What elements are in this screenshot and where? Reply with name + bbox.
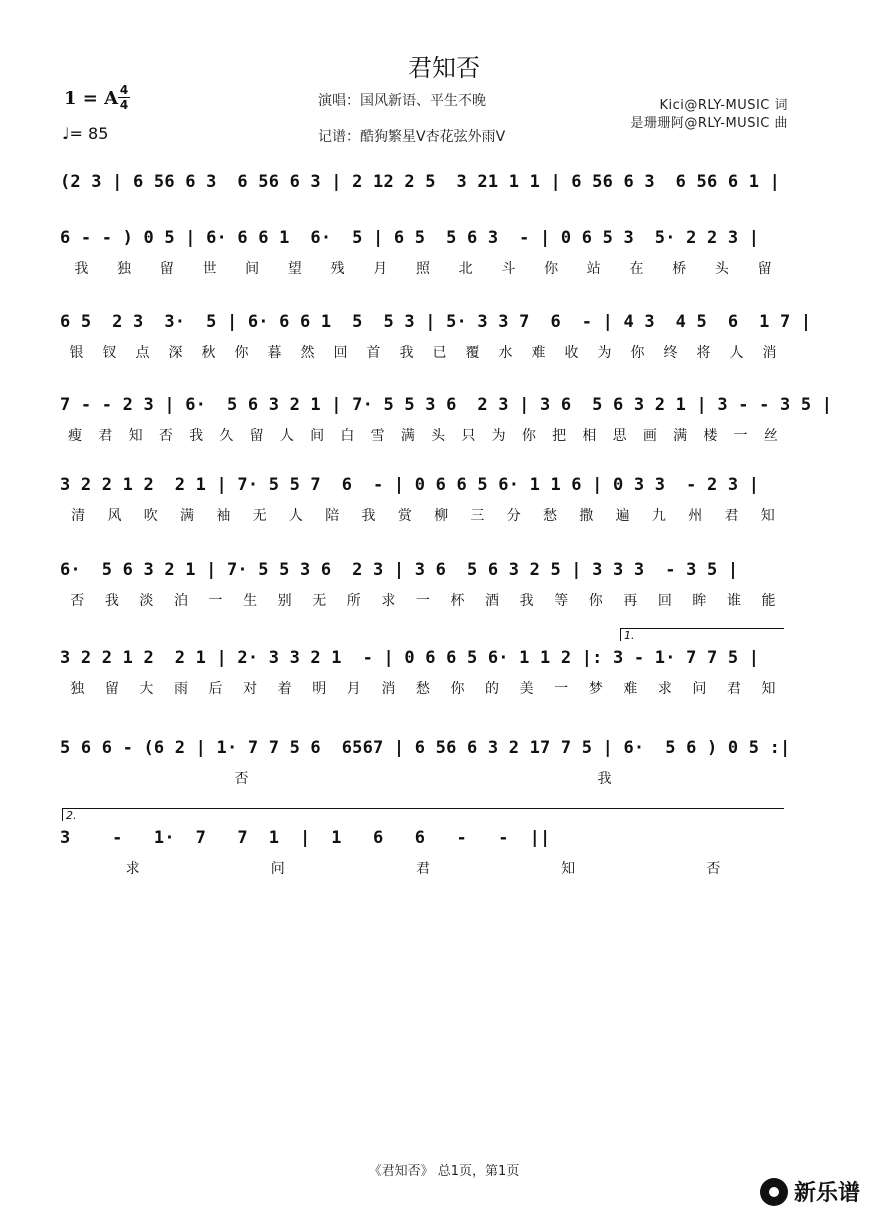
lyricist-credit: Kici@RLY-MUSIC 词: [659, 98, 788, 113]
lyric-char: 等: [554, 593, 569, 609]
lyric-char: 终: [663, 345, 678, 361]
lyric-char: 消: [381, 681, 396, 697]
staff-row: [60, 475, 786, 499]
lyric-char: 留: [104, 681, 119, 697]
lyric-char: 把: [552, 428, 567, 444]
staff-row: [60, 312, 812, 336]
lyric-char: 相: [582, 428, 597, 444]
lyric-char: 大: [139, 681, 154, 697]
staff-row: [60, 738, 791, 762]
lyric-char: 无: [312, 593, 327, 609]
lyric-char: 州: [688, 508, 703, 524]
lyric-char: 为: [491, 428, 506, 444]
staff-row: [60, 172, 786, 196]
lyric-char: 已: [432, 345, 447, 361]
staff-row: [60, 648, 786, 672]
lyric-line: [60, 678, 786, 698]
lyric-char: 赏: [397, 508, 412, 524]
lyric-char: 否: [234, 771, 249, 787]
notation-line: 3 - 1· 7 7 1 | 1 6 6 - - ||: [60, 828, 551, 848]
notation-line: (2 3 | 6 56 6 3 6 56 6 3 | 2 12 2 5 3 21 1 1 | 6 56 6 3 6 56 6 1 |: [60, 172, 781, 192]
meter-bottom: 4: [119, 98, 129, 112]
lyric-char: 丝: [763, 428, 778, 444]
lyric-char: 留: [249, 428, 264, 444]
staff-row: [60, 395, 833, 419]
lyric-char: 满: [673, 428, 688, 444]
lyric-char: 你: [450, 681, 465, 697]
lyric-char: 雪: [370, 428, 385, 444]
lyric-char: 秋: [201, 345, 216, 361]
volta-first: 1.: [620, 628, 784, 641]
lyric-char: 撒: [579, 508, 594, 524]
lyric-char: 风: [107, 508, 122, 524]
lyric-char: 留: [159, 261, 174, 277]
lyric-char: 满: [180, 508, 195, 524]
lyric-char: 对: [243, 681, 258, 697]
lyric-char: 首: [366, 345, 381, 361]
lyric-char: 你: [588, 593, 603, 609]
lyric-char: 知: [760, 508, 775, 524]
lyric-char: 桥: [672, 261, 687, 277]
lyric-char: 我: [361, 508, 376, 524]
lyric-char: 美: [519, 681, 534, 697]
tempo-marking: ♩= 85: [62, 124, 109, 143]
lyric-char: 深: [168, 345, 183, 361]
lyric-char: 求: [381, 593, 396, 609]
lyric-line: [60, 505, 786, 525]
lyric-char: 然: [300, 345, 315, 361]
lyric-char: 泊: [173, 593, 188, 609]
lyric-char: 一: [733, 428, 748, 444]
lyric-char: 能: [761, 593, 776, 609]
notation-line: 3 2 2 1 2 2 1 | 7· 5 5 7 6 - | 0 6 6 5 6· 1 1 6 | 0 3 3 - 2 3 |: [60, 475, 760, 495]
lyric-char: 否: [70, 593, 85, 609]
lyric-char: 一: [208, 593, 223, 609]
lyric-char: 我: [399, 345, 414, 361]
lyric-line: [60, 768, 786, 788]
lyric-char: 点: [135, 345, 150, 361]
lyric-char: 后: [208, 681, 223, 697]
meter-top: 4: [119, 83, 129, 97]
lyric-char: 将: [696, 345, 711, 361]
lyric-char: 斗: [501, 261, 516, 277]
lyric-char: 间: [310, 428, 325, 444]
lyric-char: 雨: [173, 681, 188, 697]
lyric-char: 回: [333, 345, 348, 361]
notation-line: 6· 5 6 3 2 1 | 7· 5 5 3 6 2 3 | 3 6 5 6 3 2 5 | 3 3 3 - 3 5 |: [60, 560, 739, 580]
lyric-char: 我: [104, 593, 119, 609]
composer-credit: 是珊珊阿@RLY-MUSIC 曲: [630, 116, 788, 131]
staff-row: [60, 228, 786, 252]
page-footer: 《君知否》 总1页，第1页: [368, 1164, 520, 1179]
lyric-char: 我: [597, 771, 612, 787]
lyric-char: 满: [400, 428, 415, 444]
transcriber-credit: 记谱：酷狗繁星V杏花弦外雨V: [318, 129, 506, 145]
lyric-line: [60, 858, 786, 878]
lyric-char: 人: [279, 428, 294, 444]
lyric-char: 独: [117, 261, 132, 277]
lyric-char: 你: [630, 345, 645, 361]
lyric-char: 人: [729, 345, 744, 361]
lyric-char: 难: [531, 345, 546, 361]
lyric-char: 分: [506, 508, 521, 524]
volta-second: 2.: [62, 808, 784, 821]
lyric-char: 水: [498, 345, 513, 361]
lyric-char: 望: [287, 261, 302, 277]
notation-line: 6 - - ) 0 5 | 6· 6 6 1 6· 5 | 6 5 5 6 3 - | 0 6 5 3 5· 2 2 3 |: [60, 228, 760, 248]
lyric-line: [60, 258, 786, 278]
lyric-char: 头: [714, 261, 729, 277]
lyric-char: 君: [724, 508, 739, 524]
lyric-char: 在: [629, 261, 644, 277]
lyric-char: 求: [125, 861, 140, 877]
lyric-char: 知: [561, 861, 576, 877]
lyric-line: [60, 425, 786, 445]
staff-row: [60, 560, 786, 584]
lyric-char: 君: [415, 861, 430, 877]
lyric-char: 独: [70, 681, 85, 697]
lyric-char: 北: [458, 261, 473, 277]
lyric-char: 否: [158, 428, 173, 444]
lyric-char: 淡: [139, 593, 154, 609]
lyric-char: 思: [612, 428, 627, 444]
lyric-char: 你: [521, 428, 536, 444]
lyric-char: 留: [757, 261, 772, 277]
lyric-char: 愁: [543, 508, 557, 524]
lyric-char: 君: [726, 681, 741, 697]
lyric-char: 别: [277, 593, 292, 609]
lyric-char: 吹: [143, 508, 158, 524]
lyric-char: 的: [485, 681, 500, 697]
lyric-char: 知: [761, 681, 776, 697]
lyric-char: 为: [597, 345, 612, 361]
lyric-char: 回: [657, 593, 672, 609]
lyric-char: 钗: [102, 345, 117, 361]
lyric-char: 知: [128, 428, 143, 444]
time-signature: [118, 84, 130, 111]
lyric-char: 你: [544, 261, 559, 277]
lyric-line: [60, 590, 786, 610]
site-logo: [760, 1176, 860, 1207]
lyric-char: 愁: [415, 681, 430, 697]
lyric-char: 一: [554, 681, 569, 697]
lyric-char: 谁: [726, 593, 741, 609]
lyric-char: 暮: [267, 345, 282, 361]
lyric-char: 袖: [216, 508, 231, 524]
lyric-char: 楼: [703, 428, 718, 444]
lyric-char: 覆: [465, 345, 480, 361]
notation-line: 7 - - 2 3 | 6· 5 6 3 2 1 | 7· 5 5 3 6 2 3 | 3 6 5 6 3 2 1 | 3 - - 3 5 |: [60, 395, 833, 415]
lyric-char: 三: [470, 508, 485, 524]
lyric-char: 我: [74, 261, 89, 277]
lyric-char: 白: [340, 428, 355, 444]
lyric-char: 银: [69, 345, 84, 361]
record-disc-icon: [760, 1178, 788, 1206]
lyric-char: 所: [346, 593, 361, 609]
lyric-char: 残: [330, 261, 345, 277]
lyric-char: 眸: [692, 593, 707, 609]
lyric-line: [60, 342, 786, 362]
lyric-char: 只: [461, 428, 476, 444]
lyric-char: 世: [202, 261, 217, 277]
lyric-char: 酒: [485, 593, 500, 609]
lyric-char: 明: [312, 681, 327, 697]
lyric-char: 遍: [615, 508, 630, 524]
notation-line: 5 6 6 - (6 2 | 1· 7 7 5 6 6567 | 6 56 6 3 2 17 7 5 | 6· 5 6 ) 0 5 :|: [60, 738, 791, 758]
lyric-char: 瘦: [68, 428, 83, 444]
lyric-char: 陪: [325, 508, 340, 524]
lyric-char: 一: [415, 593, 430, 609]
lyric-char: 间: [245, 261, 260, 277]
lyric-char: 清: [71, 508, 86, 524]
lyric-char: 人: [288, 508, 303, 524]
lyric-char: 九: [651, 508, 666, 524]
logo-text: 新乐谱: [794, 1181, 861, 1206]
lyric-char: 问: [270, 861, 285, 877]
lyric-char: 问: [692, 681, 707, 697]
lyric-char: 否: [706, 861, 721, 877]
singers-credit: 演唱：国风新语、平生不晚: [318, 93, 486, 109]
lyric-char: 无: [252, 508, 267, 524]
lyric-char: 再: [623, 593, 638, 609]
lyric-char: 久: [219, 428, 234, 444]
lyric-char: 君: [98, 428, 113, 444]
lyric-char: 我: [189, 428, 204, 444]
lyric-char: 照: [415, 261, 430, 277]
lyric-char: 月: [373, 261, 388, 277]
notation-line: 6 5 2 3 3· 5 | 6· 6 6 1 5 5 3 | 5· 3 3 7 6 - | 4 3 4 5 6 1 7 |: [60, 312, 812, 332]
lyric-char: 求: [657, 681, 672, 697]
lyric-char: 杯: [450, 593, 465, 609]
lyric-char: 收: [564, 345, 579, 361]
lyric-char: 站: [586, 261, 601, 277]
lyric-char: 消: [762, 345, 777, 361]
lyric-char: 月: [346, 681, 361, 697]
lyric-char: 梦: [588, 681, 603, 697]
lyric-char: 难: [623, 681, 638, 697]
key-signature: 1 = A: [64, 88, 119, 109]
lyric-char: 着: [277, 681, 292, 697]
lyric-char: 头: [431, 428, 446, 444]
lyric-char: 柳: [434, 508, 449, 524]
lyric-char: 生: [243, 593, 258, 609]
staff-row: [60, 828, 786, 852]
lyric-char: 我: [519, 593, 534, 609]
lyric-char: 你: [234, 345, 249, 361]
lyric-char: 画: [642, 428, 657, 444]
page-title: 君知否: [408, 54, 480, 82]
notation-line: 3 2 2 1 2 2 1 | 2· 3 3 2 1 - | 0 6 6 5 6· 1 1 2 |: 3 - 1· 7 7 5 |: [60, 648, 760, 668]
